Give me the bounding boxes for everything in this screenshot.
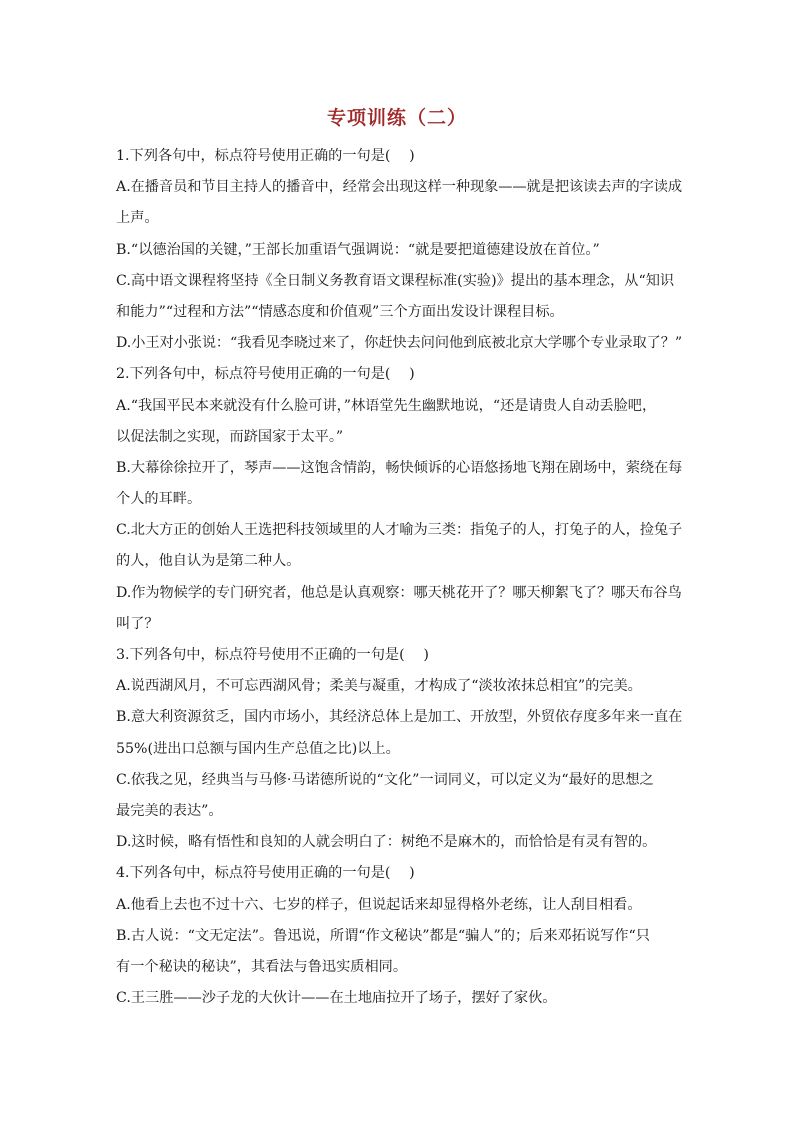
text-line: C.高中语文课程将坚持《全日制义务教育语文课程标准(实验)》提出的基本理念，从“知识 [116, 272, 675, 289]
text-line: A.“我国平民本来就没有什么脸可讲，”林语堂先生幽默地说，“还是请贵人自动丢脸吧， [116, 397, 657, 414]
text-line: A.说西湖风月，不可忘西湖风骨；柔美与凝重，才构成了“淡妆浓抹总相宜”的完美。 [116, 678, 642, 695]
text-line: C.依我之见，经典当与马修·马诺德所说的“文化”一词同义，可以定义为“最好的思想之 [116, 771, 654, 788]
text-line: 叫了？ [116, 615, 159, 632]
text-line: B.意大利资源贫乏，国内市场小，其经济总体上是加工、开放型，外贸依存度多年来一直在 [116, 709, 683, 726]
text-line: D.这时候，略有悟性和良知的人就会明白了：树绝不是麻木的，而恰恰是有灵有智的。 [116, 834, 657, 851]
text-line: A.他看上去也不过十六、七岁的样子，但说起话来却显得格外老练，让人刮目相看。 [116, 896, 642, 913]
text-line: 和能力”“过程和方法”“情感态度和价值观”三个方面出发设计课程目标。 [116, 303, 564, 320]
text-line: B.“以德治国的关键，”王部长加重语气强调说：“就是要把道德建设放在首位。” [116, 241, 600, 258]
text-line: 最完美的表达”。 [116, 802, 223, 819]
page-title: 专项训练（二） [326, 107, 467, 129]
text-line: 55%(进出口总额与国内生产总值之比)以上。 [116, 740, 400, 757]
text-line: C.王三胜——沙子龙的大伙计——在土地庙拉开了场子，摆好了家伙。 [116, 990, 557, 1007]
text-line: A.在播音员和节目主持人的播音中，经常会出现这样一种现象——就是把该读去声的字读成 [116, 179, 683, 196]
text-line: D.作为物候学的专门研究者，他总是认真观察：哪天桃花开了？哪天柳絮飞了？哪天布谷鸟 [116, 584, 682, 601]
text-line: 上声。 [116, 210, 159, 227]
text-line: 4.下列各句中，标点符号使用正确的一句是( ) [116, 865, 415, 882]
text-line: 个人的耳畔。 [116, 491, 202, 508]
text-line: 以促法制之实现，而跻国家于太平。” [116, 428, 344, 445]
text-line: 3.下列各句中，标点符号使用不正确的一句是( ) [116, 647, 429, 663]
text-line: 的人，他自认为是第二种人。 [116, 553, 301, 570]
text-line: D.小王对小张说：“我看见李晓过来了，你赶快去问问他到底被北京大学哪个专业录取了？” [116, 335, 683, 352]
text-line: 1.下列各句中，标点符号使用正确的一句是( ) [116, 148, 415, 164]
text-line: B.大幕徐徐拉开了，琴声——这饱含情韵，畅快倾诉的心语悠扬地飞翔在剧场中，萦绕在每 [116, 459, 683, 476]
text-line: 2.下列各句中，标点符号使用正确的一句是( ) [116, 366, 415, 383]
question-content [116, 141, 682, 1014]
text-line: 有一个秘诀的秘诀”，其看法与鲁迅实质相同。 [116, 958, 408, 975]
text-line: B.古人说：“文无定法”。鲁迅说，所谓“作文秘诀”都是“骗人”的；后来邓拓说写作“只 [116, 927, 650, 944]
text-line: C.北大方正的创始人王选把科技领域里的人才喻为三类：指兔子的人，打兔子的人，捡兔子 [116, 522, 683, 539]
